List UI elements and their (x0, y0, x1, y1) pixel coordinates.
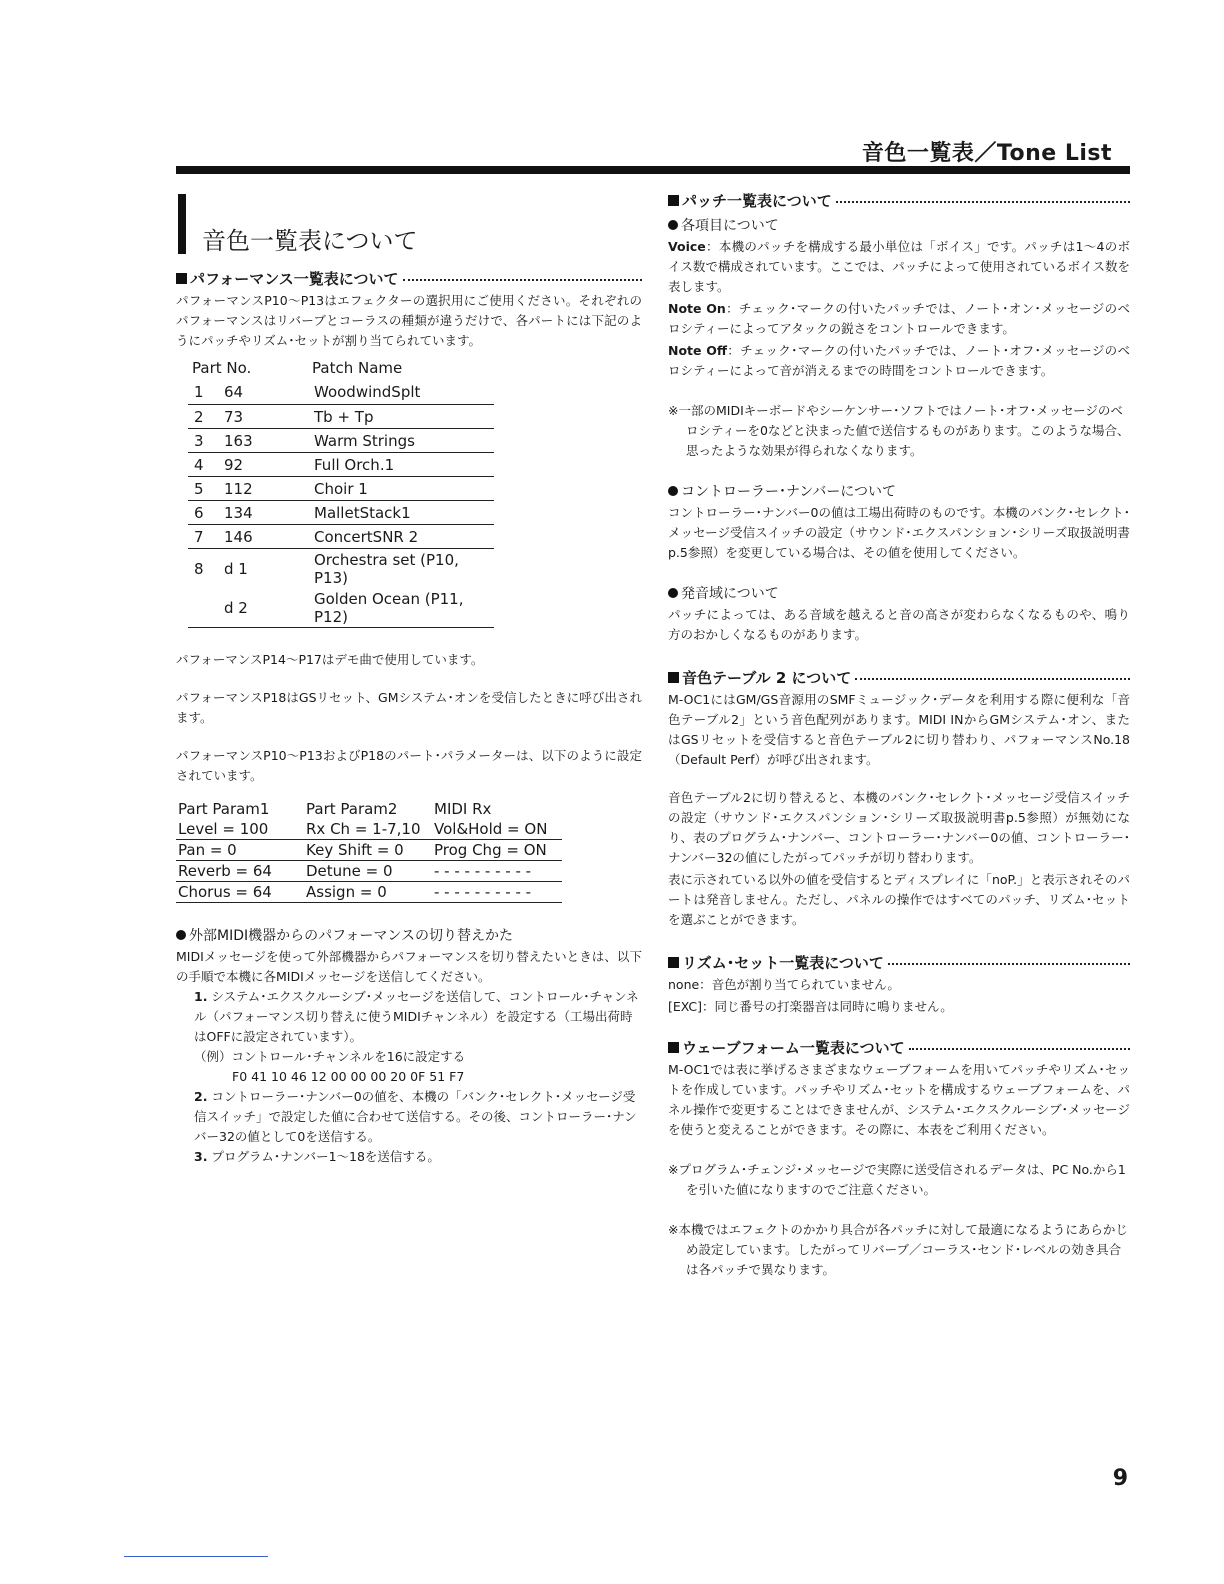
leader-dots (888, 963, 1130, 965)
table-row: Chorus = 64 Assign = 0 - - - - - - - - - - (176, 882, 562, 903)
para-gs-reset: パフォーマンスP18はGSリセット、GMシステム･オンを受信したときに呼び出されます。 (176, 689, 642, 725)
list-item: 2. コントローラー･ナンバー0の値を、本機の「バンク･セレクト･メッセージ受信スイッチ」で設定した値に合わせて送信する。その後、コントローラー･ナンバー32の値として0を送信する。 (194, 1089, 637, 1144)
param-table (176, 800, 562, 904)
controller-subheading: コントローラー･ナンバーについて (668, 481, 1130, 501)
page-header-title: 音色一覧表／Tone List (861, 141, 1112, 166)
patch-section-heading: パッチ一覧表について (668, 190, 1130, 211)
table2-para1: M-OC1にはGM/GS音源用のSMFミュージック･データを利用する際に便利な「音色テーブル2」という音色配列があります。MIDI INからGMシステム･オン、またはGSリセットを受信すると音色テーブル2に切り替わり、パフォーマンスNo.18（Default Perf）が呼び出されます。 (668, 692, 1130, 767)
table-row: 5 112 Choir 1 (188, 476, 494, 500)
main-heading (176, 194, 642, 256)
main-heading-text: 音色一覧表について (202, 227, 418, 255)
heading-bar (178, 194, 186, 254)
sysex-hex: F0 41 10 46 12 00 00 00 20 0F 51 F7 (232, 1069, 465, 1084)
param-table-header: Part Param2 (306, 799, 398, 818)
header-rule (176, 166, 1130, 174)
switch-steps-cont (176, 1087, 642, 1167)
table-row: 7 146 ConcertSNR 2 (188, 524, 494, 548)
square-bullet-icon (668, 672, 679, 683)
round-bullet-icon (668, 486, 678, 496)
table-row: 1 64 WoodwindSplt (188, 380, 494, 404)
leader-dots (909, 1048, 1130, 1050)
square-bullet-icon (176, 273, 187, 284)
items-subheading: 各項目について (668, 215, 1130, 235)
leader-dots (855, 678, 1130, 680)
leader-dots (403, 279, 642, 281)
table-row: Pan = 0 Key Shift = 0 Prog Chg = ON (176, 840, 562, 861)
example-text: （例）コントロール･チャンネルを16に設定する (194, 1049, 466, 1064)
round-bullet-icon (668, 220, 678, 230)
leader-dots (836, 201, 1130, 203)
para-demo: パフォーマンスP14～P17はデモ曲で使用しています。 (176, 651, 484, 667)
table2-section-heading: 音色テーブル 2 について (668, 667, 1130, 688)
table-row: d 2 Golden Ocean (P11, P12) (188, 588, 494, 628)
range-subheading: 発音域について (668, 583, 1130, 603)
perf-section-heading: パフォーマンス一覧表について (176, 268, 642, 289)
switch-intro: MIDIメッセージを使って外部機器からパフォーマンスを切り替えたいときは、以下の手順で本機に各MIDIメッセージを送信してください。 (176, 949, 642, 984)
patch-table (188, 357, 494, 628)
para-part-params: パフォーマンスP10～P13およびP18のパート･パラメーターは、以下のように設定されています。 (176, 747, 642, 783)
table-row: 6 134 MalletStack1 (188, 500, 494, 524)
patch-table-header: Patch Name (312, 359, 403, 377)
round-bullet-icon (668, 588, 678, 598)
param-table-header: Part Param1 (178, 799, 270, 818)
list-item: 1. システム･エクスクルーシブ･メッセージを送信して、コントロール･チャンネル（パフォーマンス切り替えに使うMIDIチャンネル）を設定する（工場出荷時はOFFに設定されています）。 (194, 989, 639, 1044)
voice-desc: Voice：本機のパッチを構成する最小単位は「ボイス」です。パッチは1～4のボイス数で構成されています。ここでは、パッチによって使用されているボイス数を表します。 (668, 239, 1130, 294)
wave-para: M-OC1では表に挙げるさまざまなウェーブフォームを用いてパッチやリズム･セットを作成しています。パッチやリズム･セットを構成するウェーブフォームを、パネル操作で変更することはできませんが、システム･エクスクルーシブ･メッセージを使うと変えることができます。その際に、本表をご利用ください。 (668, 1062, 1130, 1137)
switch-subheading: 外部MIDI機器からのパフォーマンスの切り替えかた (176, 925, 642, 945)
table-row: Level = 100 Rx Ch = 1-7,10 Vol&Hold = ON (176, 819, 562, 840)
rhythm-section-heading: リズム･セット一覧表について (668, 952, 1130, 973)
rhythm-none: none：音色が割り当てられていません。 (668, 977, 900, 992)
switch-steps (176, 987, 642, 1047)
left-column (176, 186, 642, 1167)
square-bullet-icon (668, 195, 679, 206)
effect-note: ※本機ではエフェクトのかかり具合が各パッチに対して最適になるようにあらかじめ設定しています。したがってリバーブ／コーラス･センド･レベルの効き具合は各パッチで異なります。 (668, 1222, 1128, 1277)
patch-table-header: Part No. (192, 359, 252, 377)
round-bullet-icon (176, 930, 186, 940)
note-on-desc: Note On：チェック･マークの付いたパッチでは、ノート･オン･メッセージのベロシティーによってアタックの鋭さをコントロールできます。 (668, 301, 1130, 336)
program-change-note: ※プログラム･チェンジ･メッセージで実際に送受信されるデータは、PC No.から1を引いた値になりますのでご注意ください。 (668, 1162, 1126, 1197)
rhythm-exc: [EXC]：同じ番号の打楽器音は同時に鳴りません。 (668, 999, 953, 1014)
square-bullet-icon (668, 1042, 679, 1053)
square-bullet-icon (668, 957, 679, 968)
table2-para2: 音色テーブル2に切り替えると、本機のバンク･セレクト･メッセージ受信スイッチの設定（サウンド･エクスパンション･シリーズ取扱説明書p.5参照）が無効になり、表のプログラム･ナンバー、コントローラー･ナンバー0の値、コントローラー･ナンバー32の値にしたがってパッチが切り替わります。 (668, 790, 1130, 865)
note-off-desc: Note Off：チェック･マークの付いたパッチでは、ノート･オフ･メッセージのベロシティーによって音が消えるまでの時間をコントロールできます。 (668, 343, 1130, 378)
table-row: 4 92 Full Orch.1 (188, 452, 494, 476)
table-row: 2 73 Tb + Tp (188, 404, 494, 428)
right-column (668, 186, 1130, 1280)
velocity-note: ※一部のMIDIキーボードやシーケンサー･ソフトではノート･オフ･メッセージのベロシティーを0などと決まった値で送信するものがあります。このような場合、思ったような効果が得られなくなります。 (668, 403, 1130, 458)
table-row: Reverb = 64 Detune = 0 - - - - - - - - - - (176, 861, 562, 882)
param-table-header: MIDI Rx (434, 799, 492, 818)
wave-section-heading: ウェーブフォーム一覧表について (668, 1037, 1130, 1058)
perf-intro: パフォーマンスP10～P13はエフェクターの選択用にご使用ください。それぞれのパフォーマンスはリバーブとコーラスの種類が違うだけで、各パートには下記のようにパッチやリズム･セットが割り当てられています。 (176, 293, 642, 348)
page-number: 9 (1112, 1466, 1128, 1491)
list-item: 3. プログラム･ナンバー1～18を送信する。 (194, 1149, 440, 1164)
table-row: 3 163 Warm Strings (188, 428, 494, 452)
controller-text: コントローラー･ナンバー0の値は工場出荷時のものです。本機のバンク･セレクト･メッセージ受信スイッチの設定（サウンド･エクスパンション･シリーズ取扱説明書p.5参照）を変更している場合は、その値を使用してください。 (668, 505, 1130, 560)
footer-line (124, 1556, 268, 1557)
table2-para3: 表に示されている以外の値を受信するとディスプレイに「noP.」と表示されそのパートは発音しません。ただし、パネルの操作ではすべてのパッチ、リズム･セットを選ぶことができます。 (668, 872, 1130, 927)
range-text: パッチによっては、ある音域を越えると音の高さが変わらなくなるものや、鳴り方のおかしくなるものがあります。 (668, 607, 1130, 642)
table-row: 8 d 1 Orchestra set (P10, P13) (194, 550, 459, 587)
